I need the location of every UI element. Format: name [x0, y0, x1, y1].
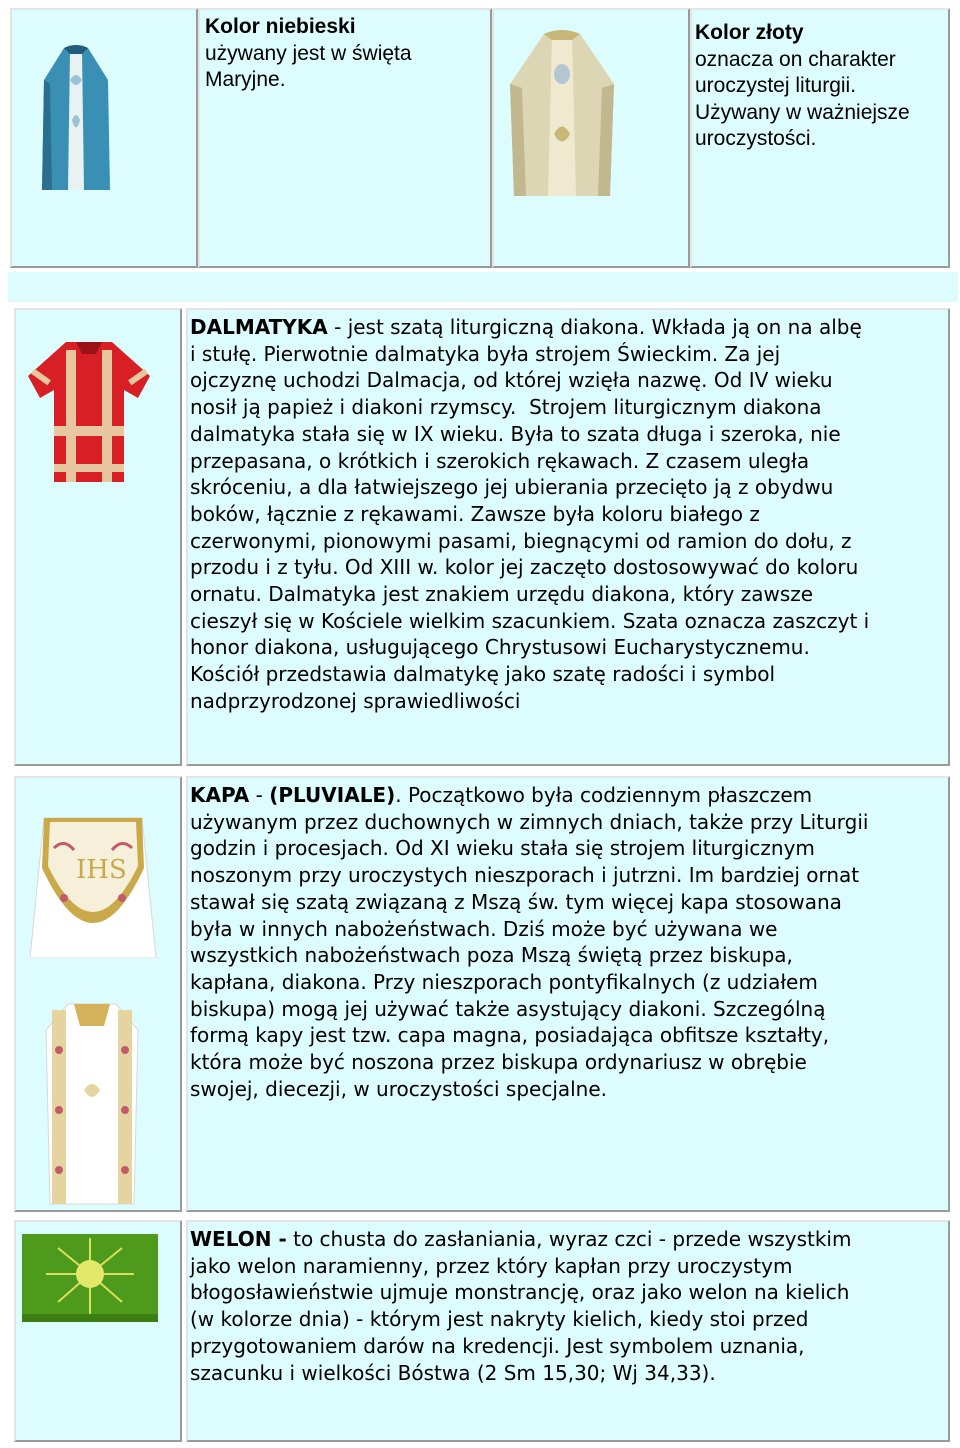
- gold-chasuble-image: [502, 24, 622, 204]
- kapa-line: stawał się szatą związaną z Mszą św. tym więcej kapa stosowana: [190, 889, 842, 914]
- dalmatyka-line: ornatu. Dalmatyka jest znakiem urzędu diakona, który zawsze: [190, 582, 814, 607]
- welon-image-cell: [14, 1220, 182, 1442]
- kapa-sep: -: [249, 783, 270, 807]
- welon-line: jako welon naramienny, przez który kapłan przy uroczystym: [190, 1253, 793, 1278]
- blue-text-cell: [198, 8, 492, 268]
- dalmatyka-term: DALMATYKA: [190, 315, 328, 339]
- kapa-text: [190, 782, 868, 1102]
- welon-line: (w kolorze dnia) - którym jest nakryty kielich, kiedy stoi przed: [190, 1307, 809, 1332]
- gold-text: [695, 20, 910, 153]
- gold-text-cell: [690, 8, 950, 268]
- kapa-line: noszonym przy uroczystych nieszporach i jutrzni. Im bardziej ornat: [190, 863, 860, 888]
- red-dalmatic-image: [26, 336, 152, 486]
- svg-text:IHS: IHS: [76, 855, 127, 885]
- dalmatyka-line: czerwonymi, pionowymi pasami, biegnącymi od ramion do dołu, z: [190, 528, 852, 553]
- welon-term: WELON -: [190, 1227, 287, 1251]
- kapa-line: używanym przez duchownych w zimnych dniach, także przy Liturgii: [190, 809, 869, 834]
- dalmatyka-text: [190, 314, 869, 715]
- welon-text-cell: [186, 1220, 950, 1442]
- blue-chasuble-image: [36, 40, 116, 200]
- green-veil-image: [22, 1234, 158, 1322]
- welon-text: [190, 1226, 851, 1386]
- gold-line: uroczystej liturgii.: [695, 74, 857, 97]
- gold-image-cell: [492, 8, 690, 268]
- dalmatyka-line: Kościół przedstawia dalmatykę jako szatę radości i symbol: [190, 662, 776, 687]
- gold-line: Używany w ważniejsze: [695, 100, 910, 124]
- gold-line: uroczystości.: [695, 127, 817, 150]
- kapa-line: biskupa) mogą jej używać także asystujący diakoni. Szczególną: [190, 996, 826, 1021]
- kapa-line: kapłana, diakona. Przy nieszporach pontyfikalnych (z udziałem: [190, 969, 818, 994]
- kapa-line: była w innych nabożeństwach. Dziś może być używana we: [190, 916, 778, 941]
- blue-line: Maryjne.: [205, 68, 286, 91]
- kapa-line: godzin i procesjach. Od XI wieku stała się strojem liturgicznym: [190, 836, 815, 861]
- dalmatyka-line: nadprzyrodzonej sprawiedliwości: [190, 688, 521, 713]
- gold-heading: Kolor złoty: [695, 21, 804, 44]
- dalmatyka-line: honor diakona, usługującego Chrystusowi Eucharystycznemu.: [190, 635, 810, 660]
- kapa-text-cell: [186, 776, 950, 1212]
- blue-image-cell: [10, 8, 198, 268]
- kapa-term: KAPA: [190, 783, 250, 807]
- kapa-line: wszystkich nabożeństwach poza Mszą świętą przez biskupa,: [190, 943, 793, 968]
- dalmatyka-line: dalmatyka stała się w IX wieku. Była to szata długa i szeroka, nie: [190, 421, 841, 446]
- dalmatyka-line: cieszył się w Kościele wielkim szacunkiem. Szata oznacza zaszczyt i: [190, 608, 870, 633]
- white-cope-front-image: [24, 808, 162, 958]
- kapa-line: . Początkowo była codziennym płaszczem: [395, 783, 813, 807]
- white-cope-back-image: [44, 1000, 140, 1208]
- welon-line: szacunku i wielkości Bóstwa (2 Sm 15,30; Wj 34,33).: [190, 1360, 716, 1385]
- dalmatyka-line: skróceniu, a dla łatwiejszego jej ubierania przecięto ją z obydwu: [190, 475, 834, 500]
- kapa-line: swojej, diecezji, w uroczystości specjalne.: [190, 1076, 608, 1101]
- separator-strip: [8, 272, 958, 302]
- kapa-line: która może być noszona przez biskupa ordynariusz w obrębie: [190, 1050, 807, 1075]
- kapa-image-cell: [14, 776, 182, 1212]
- welon-line: błogosławieństwie ujmuje monstrancję, oraz jako welon na kielich: [190, 1280, 850, 1305]
- gold-line: oznacza on charakter: [695, 47, 896, 71]
- dalmatyka-line: przepasana, o krótkich i szerokich rękawach. Z czasem uległa: [190, 448, 810, 473]
- blue-heading: Kolor niebieski: [205, 15, 356, 38]
- kapa-term2: (PLUVIALE): [269, 783, 396, 807]
- welon-line: przygotowaniem darów na kredencji. Jest symbolem uznania,: [190, 1333, 805, 1358]
- dalmatyka-line: ojczyznę uchodzi Dalmacja, od której wzięła nazwę. Od IV wieku: [190, 368, 833, 393]
- blue-line: używany jest w święta: [205, 41, 412, 65]
- dalmatyka-text-cell: [186, 308, 950, 766]
- dalmatyka-line: boków, łącznie z rękawami. Zawsze była koloru białego z: [190, 501, 760, 526]
- kapa-line: formą kapy jest tzw. capa magna, posiadająca obfitsze kształty,: [190, 1023, 830, 1048]
- dalmatyka-image-cell: [14, 308, 182, 766]
- blue-text: [205, 14, 412, 94]
- dalmatyka-line: przodu i z tyłu. Od XIII w. kolor jej zaczęto dostosowywać do koloru: [190, 555, 859, 580]
- welon-line: to chusta do zasłaniania, wyraz czci - przede wszystkim: [286, 1227, 852, 1251]
- dalmatyka-line: i stułę. Pierwotnie dalmatyka była strojem Świeckim. Za jej: [190, 341, 781, 366]
- dalmatyka-line: - jest szatą liturgiczną diakona. Wkłada ją on na albę: [327, 315, 862, 339]
- dalmatyka-line: nosił ją papież i diakoni rzymscy. Strojem liturgicznym diakona: [190, 395, 822, 420]
